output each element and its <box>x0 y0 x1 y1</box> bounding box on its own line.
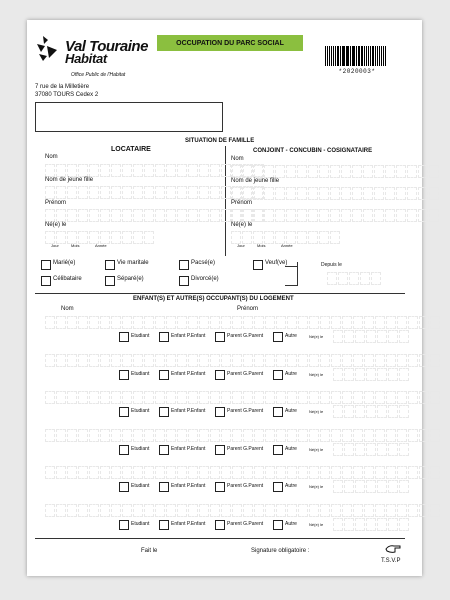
occupant-birthdate-field[interactable] <box>333 443 410 456</box>
occupant-role-label: Enfant P.Enfant <box>171 333 206 339</box>
logo-line1: Val Touraine <box>65 38 148 55</box>
occupant-role-checkbox[interactable] <box>273 407 283 417</box>
vie-maritale-checkbox[interactable] <box>105 260 115 270</box>
depuis-le-field[interactable] <box>327 272 382 285</box>
occupant-role-checkbox[interactable] <box>215 332 225 342</box>
occupant-role-checkbox[interactable] <box>215 520 225 530</box>
occupant-role-checkbox[interactable] <box>273 445 283 455</box>
occupant-role-label: Enfant P.Enfant <box>171 483 206 489</box>
locataire-title: LOCATAIRE <box>111 146 151 153</box>
occupant-role-checkbox[interactable] <box>119 370 129 380</box>
occupant-role-label: Enfant P.Enfant <box>171 370 206 377</box>
occupant-role-checkbox[interactable] <box>119 332 129 342</box>
occupant-birthdate-field[interactable] <box>333 518 410 531</box>
occupant-name-field[interactable] <box>45 429 441 442</box>
locataire-ne-le-label: Né(e) le <box>45 222 67 228</box>
occupant-role-checkbox[interactable] <box>159 445 169 455</box>
logo-tagline: Office Public de l'Habitat <box>71 72 126 78</box>
conjoint-nom-jeune-fille-field[interactable] <box>231 187 440 200</box>
occupant-role-label: Enfant P.Enfant <box>171 520 206 527</box>
occupant-role-label: Enfant P.Enfant <box>171 408 206 414</box>
occupant-role-checkbox[interactable] <box>215 370 225 380</box>
occupant-ne-le-label: Né(e) le <box>309 484 324 489</box>
barcode <box>325 46 387 66</box>
occupant-name-field[interactable] <box>45 391 441 404</box>
enfants-col-prenom: Prénom <box>237 306 259 312</box>
veuf-checkbox[interactable] <box>253 260 263 270</box>
occupant-role-label: Autre <box>285 333 297 339</box>
conjoint-prenom-label: Prénom <box>231 200 253 206</box>
divorce-label: Divorcé(e) <box>191 276 219 282</box>
occupant-role-label: Etudiant <box>131 408 150 414</box>
tsvp-label: T.S.V.P <box>381 558 401 564</box>
occupant-role-label: Etudiant <box>131 483 150 489</box>
occupant-role-checkbox[interactable] <box>215 482 225 492</box>
occupant-name-field[interactable] <box>45 354 441 367</box>
conjoint-ne-le-label: Né(e) le <box>231 222 253 228</box>
occupant-role-checkbox[interactable] <box>119 407 129 417</box>
form-title-banner: OCCUPATION DU PARC SOCIAL <box>157 35 303 51</box>
occupant-ne-le-label: Né(e) le <box>309 521 324 527</box>
occupant-role-checkbox[interactable] <box>215 407 225 417</box>
occupant-role-checkbox[interactable] <box>159 370 169 380</box>
section-title-famille: SITUATION DE FAMILLE <box>185 138 255 144</box>
occupant-role-label: Autre <box>285 370 297 377</box>
locataire-nom-jeune-fille-label: Nom de jeune fille <box>45 177 94 183</box>
occupant-role-checkbox[interactable] <box>159 520 169 530</box>
hand-pointer-icon <box>385 544 401 554</box>
address-line1: 7 rue de la Milletière <box>35 84 90 90</box>
occupant-role-label: Enfant P.Enfant <box>171 445 206 452</box>
occupant-role-label: Parent G.Parent <box>227 408 264 414</box>
occupant-role-checkbox[interactable] <box>159 332 169 342</box>
signature-label: Signature obligatoire : <box>251 548 310 554</box>
occupant-role-label: Autre <box>285 445 297 452</box>
occupant-role-checkbox[interactable] <box>215 445 225 455</box>
occupant-role-checkbox[interactable] <box>119 445 129 455</box>
barcode-number: *2020003* <box>338 68 376 75</box>
locataire-mois-label: Mois <box>71 243 80 248</box>
section-title-enfants: ENFANT(S) ET AUTRE(S) OCCUPANT(S) DU LOGEMENT <box>133 296 294 302</box>
occupant-ne-le-label: Né(e) le <box>309 334 324 339</box>
vie-maritale-label: Vie maritale <box>117 260 149 266</box>
conjoint-annee-label: Année <box>281 243 293 248</box>
occupant-name-field[interactable] <box>45 466 441 479</box>
marie-label: Marié(e) <box>53 260 76 266</box>
occupant-birthdate-field[interactable] <box>333 330 410 343</box>
conjoint-mois-label: Mois <box>257 243 266 248</box>
occupant-role-label: Etudiant <box>131 520 150 527</box>
occupant-role-label: Autre <box>285 408 297 414</box>
conjoint-nom-field[interactable] <box>231 165 440 178</box>
depuis-le-label: Depuis le <box>321 262 342 268</box>
locataire-nom-label: Nom <box>45 154 58 160</box>
occupant-birthdate-field[interactable] <box>333 480 410 493</box>
occupant-role-checkbox[interactable] <box>119 482 129 492</box>
occupant-role-label: Parent G.Parent <box>227 370 264 377</box>
conjoint-title: CONJOINT - CONCUBIN - COSIGNATAIRE <box>253 148 373 154</box>
val-touraine-logo-icon <box>35 34 61 62</box>
occupant-role-checkbox[interactable] <box>273 370 283 380</box>
locataire-jour-label: Jour <box>51 243 59 248</box>
occupant-birthdate-field[interactable] <box>333 368 410 381</box>
occupant-ne-le-label: Né(e) le <box>309 371 324 377</box>
address-line2: 37080 TOURS Cedex 2 <box>35 92 99 98</box>
occupant-name-field[interactable] <box>45 504 441 517</box>
locataire-annee-label: Année <box>95 243 107 248</box>
logo-line2: Habitat <box>65 51 107 66</box>
celibataire-checkbox[interactable] <box>41 276 51 286</box>
occupant-role-label: Parent G.Parent <box>227 520 264 527</box>
occupant-name-field[interactable] <box>45 316 441 329</box>
celibataire-label: Célibataire <box>53 276 82 282</box>
occupant-role-label: Autre <box>285 520 297 527</box>
occupant-role-checkbox[interactable] <box>273 520 283 530</box>
veuf-label: Veuf(ve) <box>265 260 288 266</box>
divorce-checkbox[interactable] <box>179 276 189 286</box>
occupant-birthdate-field[interactable] <box>333 405 410 418</box>
occupant-role-label: Etudiant <box>131 370 150 377</box>
occupant-role-checkbox[interactable] <box>159 407 169 417</box>
occupant-role-checkbox[interactable] <box>273 482 283 492</box>
occupant-ne-le-label: Né(e) le <box>309 409 324 414</box>
separe-checkbox[interactable] <box>105 276 115 286</box>
occupant-role-label: Parent G.Parent <box>227 483 264 489</box>
occupant-role-label: Etudiant <box>131 445 150 452</box>
conjoint-nom-jeune-fille-label: Nom de jeune fille <box>231 178 280 184</box>
occupant-role-checkbox[interactable] <box>273 332 283 342</box>
occupant-role-label: Autre <box>285 483 297 489</box>
occupant-role-label: Parent G.Parent <box>227 333 264 339</box>
enfants-col-nom: Nom <box>61 306 74 312</box>
occupant-role-label: Etudiant <box>131 333 150 339</box>
marie-checkbox[interactable] <box>41 260 51 270</box>
locataire-prenom-label: Prénom <box>45 200 67 206</box>
fait-le-label: Fait le <box>141 548 158 554</box>
pacse-checkbox[interactable] <box>179 260 189 270</box>
conjoint-nom-label: Nom <box>231 156 244 162</box>
conjoint-prenom-field[interactable] <box>231 209 440 222</box>
occupant-role-checkbox[interactable] <box>119 520 129 530</box>
recipient-address-box[interactable] <box>35 102 223 132</box>
form-page <box>27 20 422 576</box>
occupant-ne-le-label: Né(e) le <box>309 446 324 452</box>
pacse-label: Pacsé(e) <box>191 260 216 266</box>
separe-label: Séparé(e) <box>117 276 144 282</box>
occupant-role-checkbox[interactable] <box>159 482 169 492</box>
occupant-role-label: Parent G.Parent <box>227 445 264 452</box>
conjoint-jour-label: Jour <box>237 243 245 248</box>
